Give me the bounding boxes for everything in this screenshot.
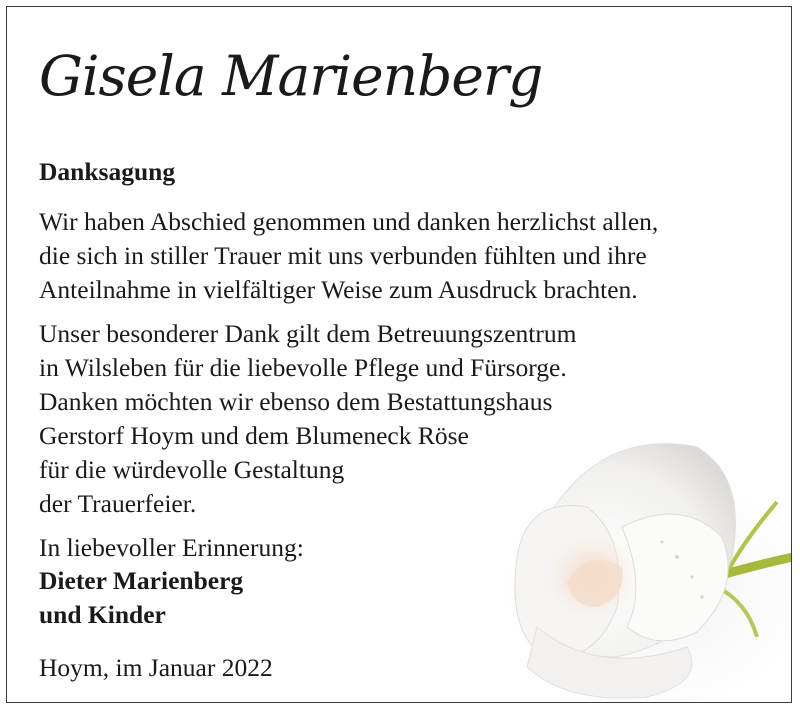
signers [39,564,243,632]
signer-family: und Kinder [39,600,166,629]
text-line: in Wilsleben für die liebevolle Pflege und Fürsorge. [39,353,567,382]
deceased-name: Gisela Marienberg [39,44,543,108]
text-line: Gerstorf Hoym und dem Blumeneck Röse [39,421,469,450]
text-line: der Trauerfeier. [39,489,197,518]
white-rose-icon [447,407,792,703]
text-line: für die würdevolle Gestaltung [39,455,345,484]
text-line: Unser besonderer Dank gilt dem Betreuungszentrum [39,319,577,348]
place-date: Hoym, im Januar 2022 [39,653,273,682]
remembrance-line: In liebevoller Erinnerung: [39,533,304,562]
signer-name: Dieter Marienberg [39,566,244,595]
obituary-notice [6,6,792,703]
text-line: Anteilnahme in vielfältiger Weise zum Ausdruck brachten. [39,275,638,304]
text-line: Wir haben Abschied genommen und danken herzlichst allen, [39,207,659,236]
text-line: die sich in stiller Trauer mit uns verbunden fühlten und ihre [39,241,647,270]
section-heading: Danksagung [39,157,176,186]
text-line: Danken möchten wir ebenso dem Bestattungshaus [39,387,553,416]
paragraph-thanks [39,205,658,307]
